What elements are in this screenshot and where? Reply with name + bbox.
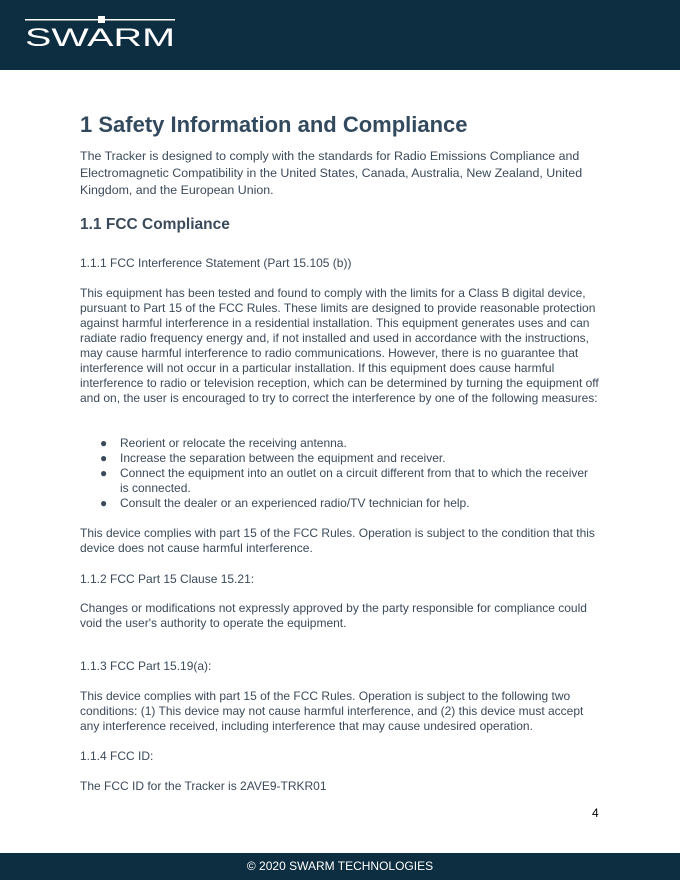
intro-paragraph: The Tracker is designed to comply with the standards for Radio Emissions Compliance and Electromagnetic Compatibility in the United States, Canada, Australia, New Zealand, United Kingdom, and the European Union. (80, 149, 583, 197)
page-title: 1 Safety Information and Compliance (80, 112, 468, 137)
swarm-logo-icon (25, 14, 175, 50)
bullet-icon: ● (100, 436, 108, 450)
list-item (80, 496, 600, 511)
list-item (80, 436, 600, 451)
subheading-1-1-4: 1.1.4 FCC ID: (80, 749, 154, 763)
swarm-logo (25, 14, 175, 50)
measures-list (80, 436, 600, 511)
paragraph-1-1-1: This equipment has been tested and found to comply with the limits for a Class B digital device, pursuant to Part 15 of the FCC Rules. These limits are designed to provide reasonable protection against harmful interference in a residential installation. This equipment generates uses and can radiate radio frequency energy and, if not installed and used in accordance with the instructions, may cause harmful interference to radio communications. However, there is no guarantee that interference will not occur in a particular installation. If this equipment does cause harmful interference to radio or television reception, which can be determined by turning the equipment off and on, the user is encouraged to try to correct the interference by one of the following measures: (80, 286, 599, 405)
list-item-text: Increase the separation between the equipment and receiver. (120, 451, 446, 465)
bullet-icon: ● (100, 451, 108, 465)
logo-text: SWARM (25, 24, 175, 50)
list-item-text: Connect the equipment into an outlet on a circuit different from that to which the receiver is connected. (120, 466, 589, 495)
footer-bar (0, 853, 680, 880)
subheading-1-1-2: 1.1.2 FCC Part 15 Clause 15.21: (80, 572, 255, 586)
bullet-icon: ● (100, 496, 108, 510)
paragraph-1-1-2: Changes or modifications not expressly approved by the party responsible for compliance could void the user's authority to operate the equipment. (80, 601, 587, 630)
section-heading-fcc: 1.1 FCC Compliance (80, 216, 230, 233)
paragraph-1-1-1-end: This device complies with part 15 of the FCC Rules. Operation is subject to the condition that this device does not cause harmful interference. (80, 526, 595, 555)
copyright-text: © 2020 SWARM TECHNOLOGIES (246, 859, 434, 873)
list-item-text: Consult the dealer or an experienced radio/TV technician for help. (120, 496, 470, 510)
paragraph-1-1-3: This device complies with part 15 of the FCC Rules. Operation is subject to the following two conditions: (1) This device may not cause harmful interference, and (2) this device must accept any interference received, including interference that may cause undesired operation. (80, 689, 584, 733)
paragraph-1-1-4: The FCC ID for the Tracker is 2AVE9-TRKR01 (80, 779, 327, 793)
page-number: 4 (592, 806, 599, 820)
list-item (80, 451, 600, 466)
header-bar (0, 0, 680, 70)
subheading-1-1-3: 1.1.3 FCC Part 15.19(a): (80, 659, 212, 673)
list-item-text: Reorient or relocate the receiving antenna. (120, 436, 347, 450)
subheading-1-1-1: 1.1.1 FCC Interference Statement (Part 15.105 (b)) (80, 256, 352, 270)
bullet-icon: ● (100, 466, 108, 480)
list-item (80, 466, 600, 496)
